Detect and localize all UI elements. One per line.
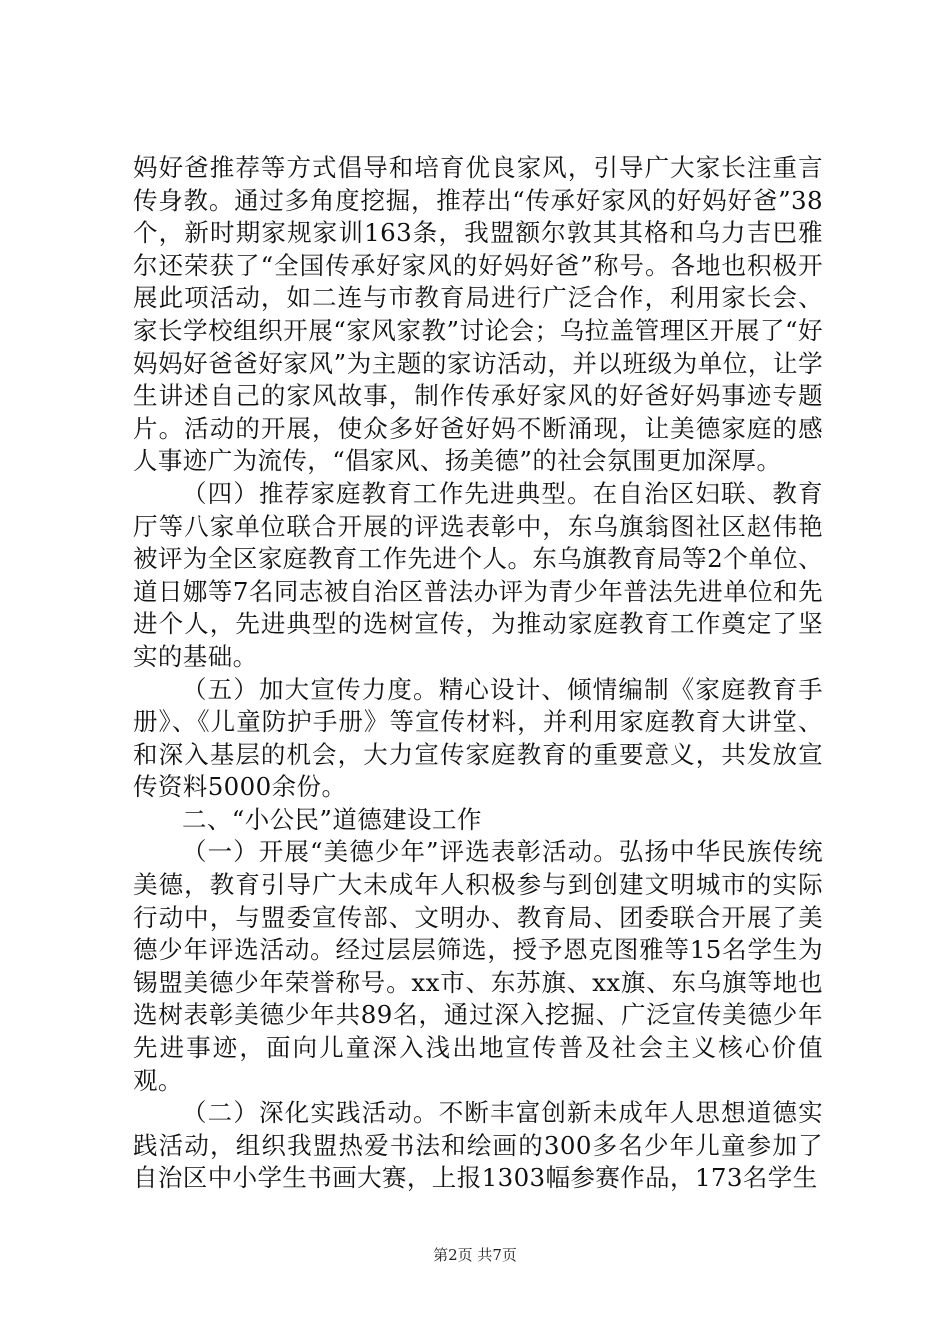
paragraph-subsection-1: （一）开展“美德少年”评选表彰活动。弘扬中华民族传统美德，教育引导广大未成年人积极参与到创建文明城市的实际行动中，与盟委宣传部、文明办、教育局、团委联合开展了美德少年评选活动。经过层层筛选，授予恩克图雅等15名学生为锡盟美德少年荣誉称号。xx市、东苏旗、xx旗、东乌旗等地也选树表彰美德少年共89名，通过深入挖掘、广泛宣传美德少年先进事迹，面向儿童深入浅出地宣传普及社会主义核心价值观。: [133, 837, 823, 1095]
section-heading-2: 二、“小公民”道德建设工作: [182, 804, 482, 834]
paragraph-subsection-2: （二）深化实践活动。不断丰富创新未成年人思想道德实践活动，组织我盟热爱书法和绘画的300多名少年儿童参加了自治区中小学生书画大赛，上报1303幅参赛作品，173名学生: [133, 1098, 823, 1193]
page-footer: 第2页 共7页: [433, 1246, 517, 1264]
paragraph-family-tradition-continued: 妈好爸推荐等方式倡导和培育优良家风，引导广大家长注重言传身教。通过多角度挖掘，推荐出“传承好家风的好妈好爸”38个，新时期家规家训163条，我盟额尔敦其其格和乌力吉巴雅尔还荣获了“全国传承好家风的好妈好爸”称号。各地也积极开展此项活动，如二连与市教育局进行广泛合作，利用家长会、家长学校组织开展“家风家教”讨论会；乌拉盖管理区开展了“好妈妈好爸爸好家风”为主题的家访活动，并以班级为单位，让学生讲述自己的家风故事，制作传承好家风的好爸好妈事迹专题片。活动的开展，使众多好爸好妈不断涌现，让美德家庭的感人事迹广为流传，“倡家风、扬美德”的社会氛围更加深厚。: [133, 153, 823, 476]
paragraph-section-5: （五）加大宣传力度。精心设计、倾情编制《家庭教育手册》、《儿童防护手册》等宣传材料，并利用家庭教育大讲堂、和深入基层的机会，大力宣传家庭教育的重要意义，共发放宣传资料5000余份。: [133, 674, 823, 802]
paragraph-section-4: （四）推荐家庭教育工作先进典型。在自治区妇联、教育厅等八家单位联合开展的评选表彰中，东乌旗翁图社区赵伟艳被评为全区家庭教育工作先进个人。东乌旗教育局等2个单位、道日娜等7名同志被自治区普法办评为青少年普法先进单位和先进个人，先进典型的选树宣传，为推动家庭教育工作奠定了坚实的基础。: [133, 478, 823, 671]
document-body: [133, 152, 823, 1195]
